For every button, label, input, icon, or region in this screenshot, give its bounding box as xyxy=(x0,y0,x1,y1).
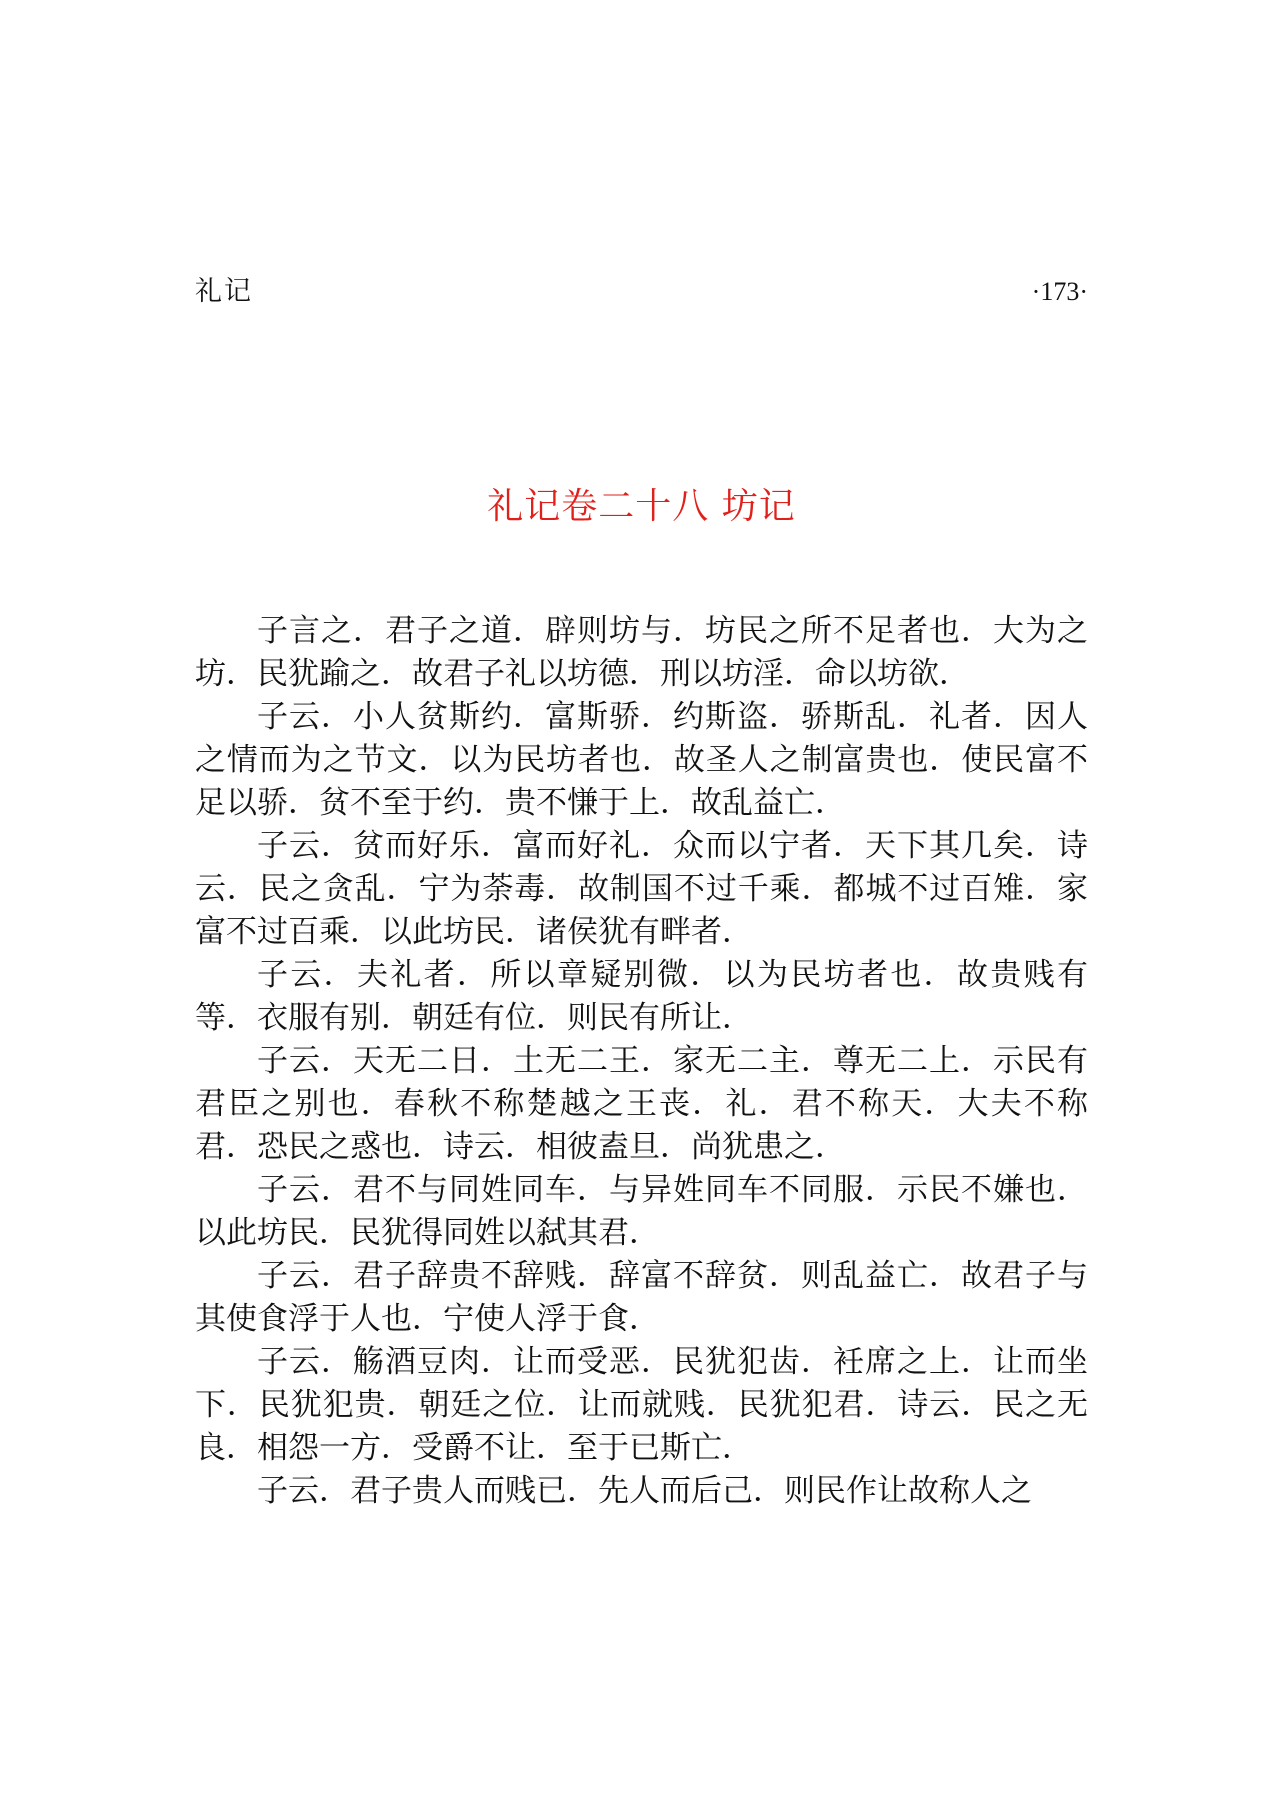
running-head xyxy=(195,272,1088,312)
body-text xyxy=(195,610,1088,1513)
paragraph: 子云．君不与同姓同车．与异姓同车不同服．示民不嫌也．以此坊民．民犹得同姓以弑其君． xyxy=(195,1172,1088,1251)
book-title: 礼记 xyxy=(195,276,253,307)
paragraph: 子云．小人贫斯约．富斯骄．约斯盗．骄斯乱．礼者．因人之情而为之节文．以为民坊者也．故圣人之制富贵也．使民富不足以骄．贫不至于约．贵不慊于上．故乱益亡． xyxy=(195,699,1088,821)
paragraph: 子言之．君子之道．辟则坊与．坊民之所不足者也．大为之坊．民犹踰之．故君子礼以坊德．刑以坊淫．命以坊欲． xyxy=(195,613,1088,692)
paragraph: 子云．觞酒豆肉．让而受恶．民犹犯齿．衽席之上．让而坐下．民犹犯贵．朝廷之位．让而就贱．民犹犯君．诗云．民之无良．相怨一方．受爵不让．至于已斯亡． xyxy=(195,1344,1088,1466)
page-number: ·173· xyxy=(1031,277,1088,306)
chapter-title: 礼记卷二十八 坊记 xyxy=(487,486,796,528)
paragraph: 子云．夫礼者．所以章疑别微．以为民坊者也．故贵贱有等．衣服有别．朝廷有位．则民有所让． xyxy=(195,957,1088,1036)
paragraph: 子云．贫而好乐．富而好礼．众而以宁者．天下其几矣．诗云．民之贪乱．宁为荼毒．故制国不过千乘．都城不过百雉．家富不过百乘．以此坊民．诸侯犹有畔者． xyxy=(195,828,1088,950)
paragraph: 子云．君子辞贵不辞贱．辞富不辞贫．则乱益亡．故君子与其使食浮于人也．宁使人浮于食． xyxy=(195,1258,1088,1337)
paragraph: 子云．君子贵人而贱已．先人而后己．则民作让故称人之 xyxy=(257,1473,1032,1509)
paragraph: 子云．天无二日．土无二王．家无二主．尊无二上．示民有君臣之别也．春秋不称楚越之王丧．礼．君不称天．大夫不称君．恐民之惑也．诗云．相彼盍旦．尚犹患之． xyxy=(195,1043,1088,1165)
